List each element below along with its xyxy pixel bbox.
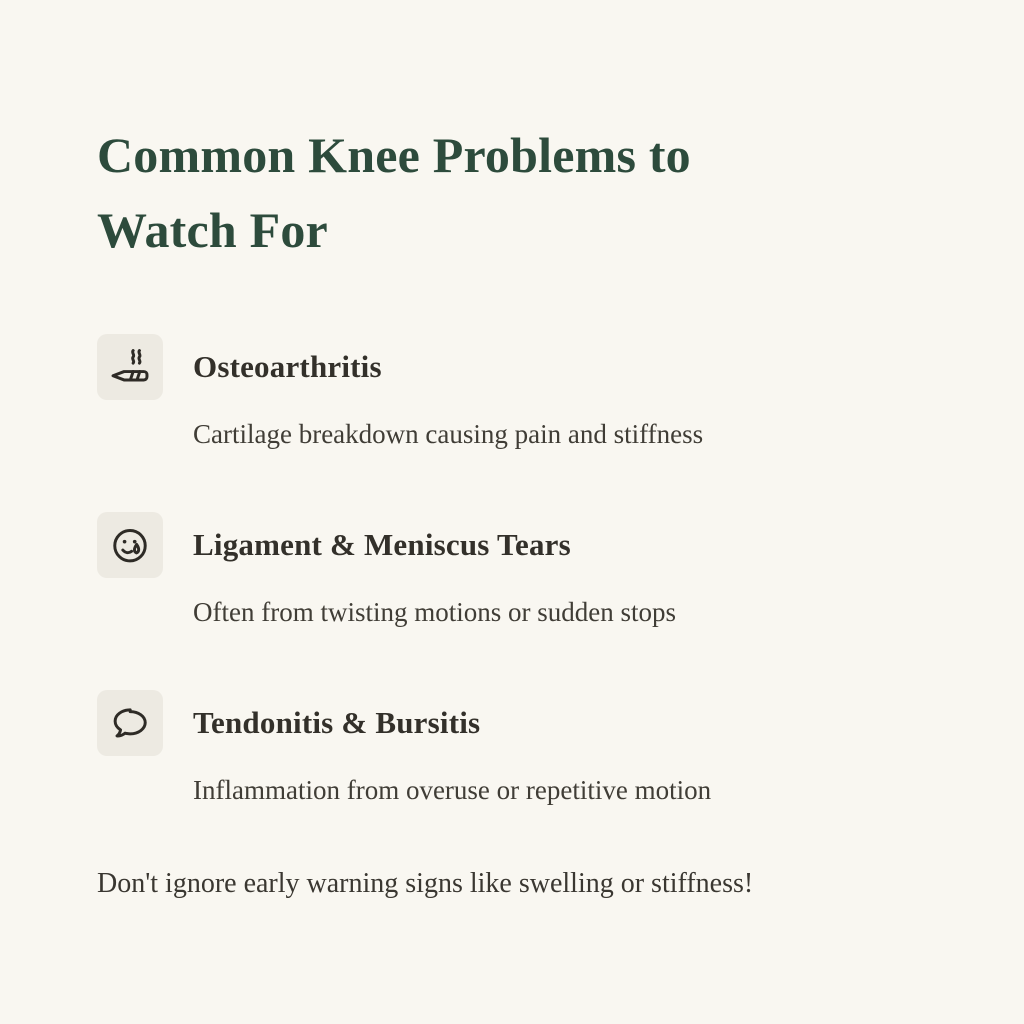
item-text xyxy=(193,334,703,452)
item-text xyxy=(193,690,711,808)
list-item xyxy=(97,690,944,808)
item-icon-box xyxy=(97,512,163,578)
face-with-tear-icon xyxy=(109,524,151,566)
item-description: Inflammation from overuse or repetitive motion xyxy=(193,775,712,805)
page-title xyxy=(97,118,944,268)
page-title-line-2: Watch For xyxy=(97,202,328,258)
item-title: Ligament & Meniscus Tears xyxy=(193,527,571,562)
page-title-line-1: Common Knee Problems to xyxy=(97,127,691,183)
list-item xyxy=(97,334,944,452)
item-icon-box xyxy=(97,334,163,400)
item-title: Tendonitis & Bursitis xyxy=(193,705,481,740)
item-description: Often from twisting motions or sudden stops xyxy=(193,597,676,627)
item-description: Cartilage breakdown causing pain and stiffness xyxy=(193,419,704,449)
item-icon-box xyxy=(97,690,163,756)
list-item xyxy=(97,512,944,630)
footer-note: Don't ignore early warning signs like swelling or stiffness! xyxy=(97,868,754,899)
item-text xyxy=(193,512,676,630)
item-title: Osteoarthritis xyxy=(193,349,382,384)
cigar-smoke-icon xyxy=(109,346,151,388)
speech-bubble-icon xyxy=(109,702,151,744)
problem-list xyxy=(97,334,944,808)
